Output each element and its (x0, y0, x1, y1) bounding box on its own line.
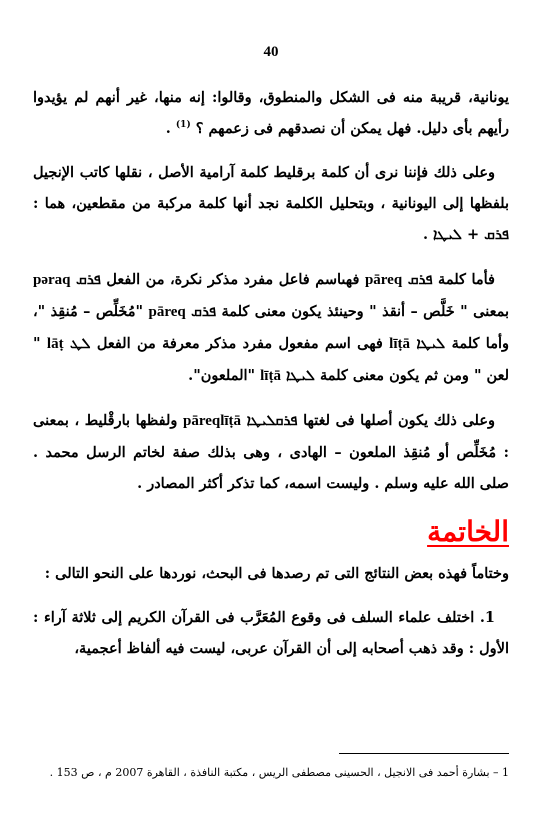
paragraph-3 (33, 264, 509, 392)
transliteration: lāṭ (46, 336, 64, 352)
paragraph-2 (33, 157, 509, 251)
conclusion-heading: الخاتمة (427, 515, 509, 548)
p3-text-7: "الملعون". (188, 367, 261, 384)
paragraph-2-end: . (422, 226, 434, 243)
transliteration: līṭā (260, 368, 281, 384)
syriac-word-lita: ܠܝܛܐ (433, 227, 462, 243)
p3-text-1: فأما كلمة (432, 271, 495, 288)
paragraph-6 (33, 602, 509, 664)
p4-text-1: وعلى ذلك يكون أصلها فى لغتها (297, 412, 495, 429)
syriac-word: ܦܪܩ (407, 272, 433, 288)
plus-sign: + (461, 226, 485, 243)
transliteration: līṭā (389, 336, 411, 352)
transliteration: pāreq (148, 304, 186, 320)
paragraph-1-end: . (165, 120, 176, 137)
paragraph-1 (33, 82, 509, 144)
transliteration: pəraq (33, 272, 71, 288)
p3-text-6: " لعن " ومن ثم يكون معنى كلمة (33, 335, 509, 384)
footnote: 1 – بشارة أحمد فى الانجيل ، الحسينى مصطفى الريس ، مكتبة النافذة ، القاهرة 2007 م ، ص 153 . (49, 766, 509, 779)
page-body (33, 82, 509, 677)
paragraph-2-text: وعلى ذلك فإننا نرى أن كلمة برقليط كلمة آرامية الأصل ، نقلها كاتب الإنجيل بلفظها إلى اليونانية ، وبتحليل الكلمة نجد أنها كلمة مركبة من مقطعين، هما : (33, 164, 509, 212)
syriac-word: ܠܝܛܐ (286, 368, 315, 384)
p3-text-3: بمعنى " خَلَّص – أنقذ " وحينئذ يكون معنى كلمة (216, 303, 509, 320)
paragraph-1-text: يونانية، قريبة منه فى الشكل والمنطوق، وقالوا: إنه منها، غير أنهم لم يؤيدوا رأيهم بأى دليل. فهل يمكن أن نصدقهم فى زعمهم ؟ (33, 89, 509, 137)
syriac-word: ܦܪܩ (191, 304, 217, 320)
syriac-word-compound: ܦܪܩܠܝܛܐ (246, 413, 298, 429)
syriac-word: ܠܛ (69, 336, 91, 352)
footnote-reference[interactable]: (1) (175, 120, 191, 131)
transliteration: pāreq (364, 272, 403, 288)
syriac-word: ܠܝܛܐ (416, 336, 446, 352)
page-number: 40 (263, 44, 279, 60)
paragraph-5: وختاماً فهذه بعض النتائج التى تم رصدها فى البحث، نوردها على النحو التالى : (44, 565, 509, 582)
syriac-word: ܦܪܩ (76, 272, 101, 288)
list-number: 1. (479, 609, 495, 626)
p3-text-2: فهىاسم فاعل مفرد مذكر نكرة، من الفعل (100, 271, 365, 288)
paragraph-6-text: اختلف علماء السلف فى وقوع المُعَرَّب فى القرآن الكريم إلى ثلاثة آراء : الأول : وقد ذهب أصحابه إلى أن القرآن عربى، ليست فيه ألفاظ أعجمية، (33, 609, 509, 657)
paragraph-4 (33, 405, 509, 499)
footnote-divider (339, 753, 509, 754)
p3-text-4: "مُخَلِّص – مُنقِذ "، وأما كلمة (33, 303, 509, 352)
p4-text-2: ولفظها بارقْليط ، بمعنى : مُخَلِّص أو مُنقِذ الملعون – الهادى ، وهى بذلك صفة لخاتم الرسل محمد . صلى الله عليه وسلم . وليست اسمه، كما تذكر أكثر المصادر . (33, 412, 509, 492)
transliteration: pāreqlīṭā (182, 413, 242, 429)
syriac-word-preq: ܦܪܩ (484, 227, 509, 243)
p3-text-5: فهى اسم مفعول مفرد مذكر معرفة من الفعل (90, 335, 390, 352)
